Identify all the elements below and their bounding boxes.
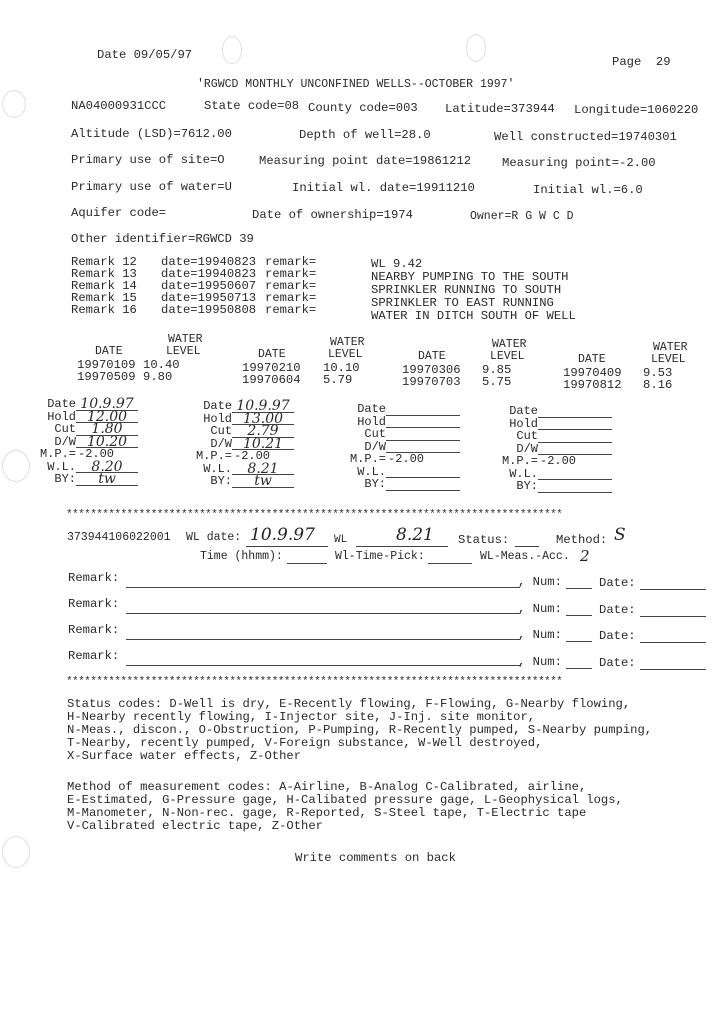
wl-label: WL — [334, 534, 348, 546]
status-codes-line: H-Nearby recently flowing, I-Injector site, J-Inj. site monitor, — [67, 710, 536, 724]
method-codes-line: E-Estimated, G-Pressure gage, H-Calibated pressure gage, L-Geophysical logs, — [67, 793, 623, 807]
header-date: DATE — [258, 348, 286, 361]
by-field[interactable] — [386, 478, 460, 491]
date-field[interactable] — [386, 403, 460, 416]
time-underline — [287, 563, 327, 564]
dw-label: D/W — [364, 439, 386, 454]
date-label: Date: — [599, 576, 636, 590]
hold-field[interactable]: 13.00 — [232, 413, 294, 426]
cut-field[interactable] — [538, 430, 612, 443]
header-water: WATER — [492, 338, 527, 351]
header-date: DATE — [418, 350, 446, 363]
method-codes-line: Method of measurement codes: A-Airline, B-Analog C-Calibrated, airline, — [67, 780, 587, 794]
date-input[interactable] — [640, 669, 706, 670]
date-label: Date — [203, 399, 232, 413]
status-codes-line: Status codes: D-Well is dry, E-Recently flowing, F-Flowing, G-Nearby flowing, — [67, 697, 631, 711]
num-input[interactable] — [566, 615, 592, 616]
date-field[interactable] — [538, 405, 612, 418]
date-input[interactable] — [640, 589, 706, 590]
wl-field[interactable] — [538, 468, 612, 481]
header-level: LEVEL — [490, 350, 525, 363]
footer-note: Write comments on back — [295, 851, 456, 865]
remark-date: date=19950713 — [161, 291, 257, 305]
remark-key: remark= — [265, 279, 317, 293]
date-label: Date — [357, 402, 386, 416]
remark-text: NEARBY PUMPING TO THE SOUTH — [371, 270, 569, 284]
measuring-point: Measuring point=-2.00 — [502, 156, 656, 170]
punch-hole — [222, 36, 242, 64]
by-field[interactable] — [538, 480, 612, 493]
site-id: NA04000931CCC — [71, 99, 167, 113]
report-title: 'RGWCD MONTHLY UNCONFINED WELLS--OCTOBER 1997' — [197, 78, 515, 91]
level-value: 10.10 — [323, 361, 360, 375]
status-underline — [515, 546, 539, 547]
remark-date: date=19950607 — [161, 279, 257, 293]
header-water: WATER — [653, 341, 688, 354]
header-level: LEVEL — [328, 348, 363, 361]
wl-date-label: WL date: — [186, 531, 242, 544]
level-date: 19970604 — [242, 373, 301, 387]
method-label: Method: — [556, 533, 608, 547]
cut-label: Cut — [364, 427, 386, 441]
remark-key: remark= — [265, 255, 317, 269]
level-value: 5.75 — [482, 375, 512, 389]
remark-label: Remark 14 — [71, 279, 137, 293]
level-date: 19970703 — [402, 375, 461, 389]
meas-acc-label: WL-Meas.-Acc. — [480, 550, 570, 563]
method-field[interactable]: S — [614, 525, 626, 545]
level-date: 19970109 — [77, 358, 136, 372]
status-label: Status: — [458, 533, 510, 547]
header-date: DATE — [95, 345, 123, 358]
num-label: , Num: — [518, 575, 562, 589]
hold-label: Hold — [47, 409, 76, 424]
latitude: Latitude=373944 — [445, 102, 555, 116]
page-number: Page 29 — [612, 55, 671, 69]
remark-text: WATER IN DITCH SOUTH OF WELL — [371, 309, 576, 323]
cut-field[interactable]: 2.79 — [232, 425, 294, 438]
report-date: Date 09/05/97 — [97, 48, 193, 62]
measurement-block — [192, 398, 290, 489]
wl-label: W.L. — [47, 459, 76, 474]
remark-text: SPRINKLER RUNNING TO SOUTH — [371, 283, 562, 297]
county-code: County code=003 — [308, 101, 418, 115]
wl-date-field[interactable]: 10.9.97 — [250, 525, 315, 545]
mp-value: -2.00 — [540, 454, 577, 468]
dw-field[interactable]: 10.20 — [76, 436, 138, 449]
date-label: Date: — [599, 629, 636, 643]
wl-field[interactable]: 8.21 — [396, 525, 434, 545]
header-level: LEVEL — [166, 345, 201, 358]
date-field[interactable]: 10.9.97 — [232, 400, 294, 413]
num-label: , Num: — [518, 655, 562, 669]
measurement-block — [36, 396, 134, 487]
level-value: 5.79 — [323, 373, 353, 387]
dw-label: D/W — [516, 441, 538, 456]
remark-label: Remark 15 — [71, 291, 137, 305]
other-identifier: Other identifier=RGWCD 39 — [71, 232, 254, 246]
divider-stars: ********************************************************************************** — [66, 509, 563, 521]
remark-key: remark= — [265, 303, 317, 317]
wl-field[interactable]: 8.21 — [232, 463, 294, 476]
state-code: State code=08 — [204, 99, 300, 113]
punch-hole — [2, 836, 30, 868]
status-codes-line: T-Nearby, recently pumped, V-Foreign substance, W-Well destroyed, — [67, 736, 543, 750]
mp-label: M.P.= — [195, 449, 232, 463]
wl-label: W.L. — [357, 464, 386, 479]
wl-field[interactable] — [386, 466, 460, 479]
time-pick-underline — [428, 563, 472, 564]
remark-input[interactable] — [126, 665, 520, 666]
time-pick-label: Wl-Time-Pick: — [335, 550, 425, 563]
hold-label: Hold — [203, 411, 232, 426]
method-codes-line: V-Calibrated electric tape, Z-Other — [67, 819, 323, 833]
mp-value: -2.00 — [234, 449, 271, 463]
punch-hole — [2, 90, 26, 118]
date-of-ownership: Date of ownership=1974 — [252, 208, 413, 222]
site-number: 373944106022001 — [67, 531, 171, 544]
date-field[interactable]: 10.9.97 — [76, 398, 138, 411]
depth-of-well: Depth of well=28.0 — [299, 128, 431, 142]
status-codes-line: N-Meas., discon., O-Obstruction, P-Pumping, R-Recently pumped, S-Nearby pumping, — [67, 723, 653, 737]
level-date: 19970812 — [563, 378, 622, 392]
remark-text: WL 9.42 — [371, 257, 423, 271]
remark-date: date=19940823 — [161, 267, 257, 281]
cut-label: Cut — [54, 422, 76, 436]
punch-hole — [2, 450, 30, 482]
remark-label: Remark 12 — [71, 255, 137, 269]
well-constructed: Well constructed=19740301 — [494, 130, 677, 144]
wl-label: W.L. — [203, 461, 232, 476]
remark-line-label: Remark: — [68, 571, 120, 585]
remark-key: remark= — [265, 267, 317, 281]
divider-stars: ********************************************************************************** — [66, 676, 563, 688]
remark-line-label: Remark: — [68, 597, 120, 611]
owner: Owner=R G W C D — [470, 210, 574, 223]
remark-date: date=19940823 — [161, 255, 257, 269]
num-input[interactable] — [566, 641, 592, 642]
level-value: 9.80 — [143, 370, 173, 384]
hold-label: Hold — [509, 416, 538, 431]
num-input[interactable] — [566, 668, 592, 669]
altitude: Altitude (LSD)=7612.00 — [71, 127, 232, 141]
longitude: Longitude=1060220 — [574, 103, 699, 117]
measuring-point-date: Measuring point date=19861212 — [259, 154, 472, 168]
initial-wl: Initial wl.=6.0 — [533, 183, 643, 197]
remark-date: date=19950808 — [161, 303, 257, 317]
measurement-block — [346, 402, 425, 491]
measurement-block — [498, 404, 577, 493]
cut-field[interactable] — [386, 428, 460, 441]
cut-field[interactable]: 1.80 — [76, 423, 138, 436]
num-input[interactable] — [566, 588, 592, 589]
header-water: WATER — [168, 333, 203, 346]
remark-key: remark= — [265, 291, 317, 305]
remark-text: SPRINKLER TO EAST RUNNING — [371, 296, 554, 310]
level-value: 10.40 — [143, 358, 180, 372]
date-label: Date — [509, 404, 538, 418]
punch-hole — [466, 34, 486, 62]
mp-label: M.P.= — [501, 454, 538, 468]
meas-acc-field[interactable]: 2 — [580, 547, 590, 565]
hold-field[interactable]: 12.00 — [76, 411, 138, 424]
date-label: Date: — [599, 603, 636, 617]
time-label: Time (hhmm): — [200, 550, 283, 563]
wl-underline — [356, 546, 448, 547]
hold-field[interactable] — [538, 418, 612, 431]
wl-field[interactable]: 8.20 — [76, 461, 138, 474]
by-label: BY: — [210, 474, 232, 488]
cut-label: Cut — [516, 429, 538, 443]
use-of-site: Primary use of site=O — [71, 153, 225, 167]
level-value: 8.16 — [643, 378, 673, 392]
level-date: 19970210 — [242, 361, 301, 375]
num-label: , Num: — [518, 628, 562, 642]
num-label: , Num: — [518, 602, 562, 616]
dw-field[interactable]: 10.21 — [232, 438, 294, 451]
by-field[interactable]: tw — [232, 475, 294, 488]
aquifer-code: Aquifer code= — [71, 206, 167, 220]
use-of-water: Primary use of water=U — [71, 180, 232, 194]
remark-label: Remark 16 — [71, 303, 137, 317]
remark-line-label: Remark: — [68, 649, 120, 663]
by-label: BY: — [516, 479, 538, 493]
date-label: Date: — [599, 656, 636, 670]
cut-label: Cut — [210, 424, 232, 438]
mp-value: -2.00 — [388, 452, 425, 466]
dw-label: D/W — [210, 436, 232, 451]
status-codes-line: X-Surface water effects, Z-Other — [67, 749, 302, 763]
dw-label: D/W — [54, 434, 76, 449]
level-date: 19970509 — [77, 370, 136, 384]
header-date: DATE — [578, 353, 606, 366]
remark-line-label: Remark: — [68, 623, 120, 637]
date-label: Date — [47, 397, 76, 411]
by-field[interactable]: tw — [76, 473, 138, 486]
mp-label: M.P.= — [349, 452, 386, 466]
remark-input[interactable] — [126, 587, 520, 588]
wl-label: W.L. — [509, 466, 538, 481]
by-label: BY: — [54, 472, 76, 486]
by-label: BY: — [364, 477, 386, 491]
header-water: WATER — [330, 336, 365, 349]
remark-input[interactable] — [126, 613, 520, 614]
level-date: 19970409 — [563, 366, 622, 380]
hold-field[interactable] — [386, 416, 460, 429]
level-date: 19970306 — [402, 363, 461, 377]
remark-input[interactable] — [126, 639, 520, 640]
date-input[interactable] — [640, 642, 706, 643]
remark-label: Remark 13 — [71, 267, 137, 281]
header-level: LEVEL — [651, 353, 686, 366]
mp-label: M.P.= — [39, 447, 76, 461]
initial-wl-date: Initial wl. date=19911210 — [292, 181, 475, 195]
mp-value: -2.00 — [78, 447, 115, 461]
method-codes-line: M-Manometer, N-Non-rec. gage, R-Reported, S-Steel tape, T-Electric tape — [67, 806, 587, 820]
date-input[interactable] — [640, 616, 706, 617]
wl-date-underline — [246, 546, 328, 547]
level-value: 9.53 — [643, 366, 673, 380]
level-value: 9.85 — [482, 363, 512, 377]
hold-label: Hold — [357, 414, 386, 429]
